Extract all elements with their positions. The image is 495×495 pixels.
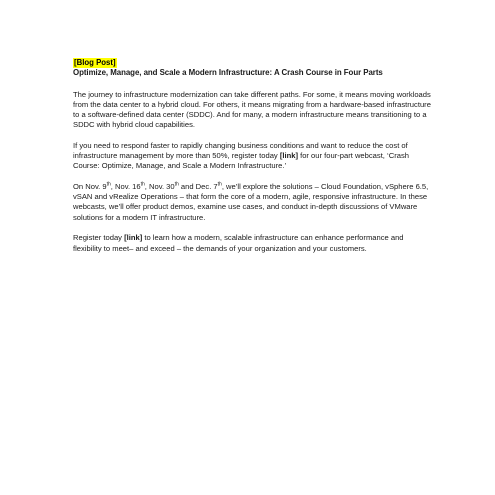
- schedule-description: , we’ll explore the solutions – Cloud Foundation, vSphere 6.5, vSAN and vRealize Operations – that form the core of a modern, agile, responsive infrastructure. In these webcasts, we’ll offer product demos, examine use cases, and conduct in-depth discussions of VMware solutions for a modern IT infrastructure.: [73, 182, 429, 222]
- paragraph-closing-text-b: to learn how a modern, scalable infrastructure can enhance performance and flexibility to meet– and exceed – the demands of your organization and your customers.: [73, 233, 404, 253]
- date-suffix: th: [174, 181, 179, 188]
- date-suffix: th: [106, 181, 111, 188]
- paragraph-closing-text-a: Register today: [73, 233, 125, 243]
- paragraph-closing: [73, 233, 431, 253]
- schedule-date-3: , Nov. 30: [144, 182, 175, 192]
- post-tag-row: [73, 58, 431, 68]
- register-link[interactable]: [link]: [279, 151, 298, 161]
- schedule-date-1: On Nov. 9: [73, 182, 107, 192]
- blog-post: [73, 58, 431, 264]
- schedule-date-4: and Dec. 7: [178, 182, 218, 192]
- paragraph-intro: The journey to infrastructure modernization can take different paths. For some, it means moving workloads from the data center to a hybrid cloud. For others, it means migrating from a hardware-based infrastructure to a software-defined data center (SDDC). And for many, a modern infrastructure means transitioning to a SDDC with hybrid cloud capabilities.: [73, 89, 431, 130]
- post-tag: [Blog Post]: [74, 58, 116, 67]
- closing-register-link[interactable]: [link]: [124, 233, 143, 243]
- date-suffix: th: [140, 181, 145, 188]
- post-title: Optimize, Manage, and Scale a Modern Infrastructure: A Crash Course in Four Parts: [73, 68, 383, 78]
- date-suffix: th: [217, 181, 222, 188]
- paragraph-register-text-b: for our four-part webcast, ‘Crash Course: Optimize, Manage, and Scale a Modern Infrastructure.’: [73, 151, 409, 171]
- paragraph-schedule: [73, 182, 431, 223]
- paragraph-register-text-a: If you need to respond faster to rapidly changing business conditions and want to reduce the cost of infrastructure management by more than 50%, register today: [73, 140, 408, 161]
- schedule-date-2: , Nov. 16: [110, 182, 141, 192]
- paragraph-register: [73, 141, 431, 172]
